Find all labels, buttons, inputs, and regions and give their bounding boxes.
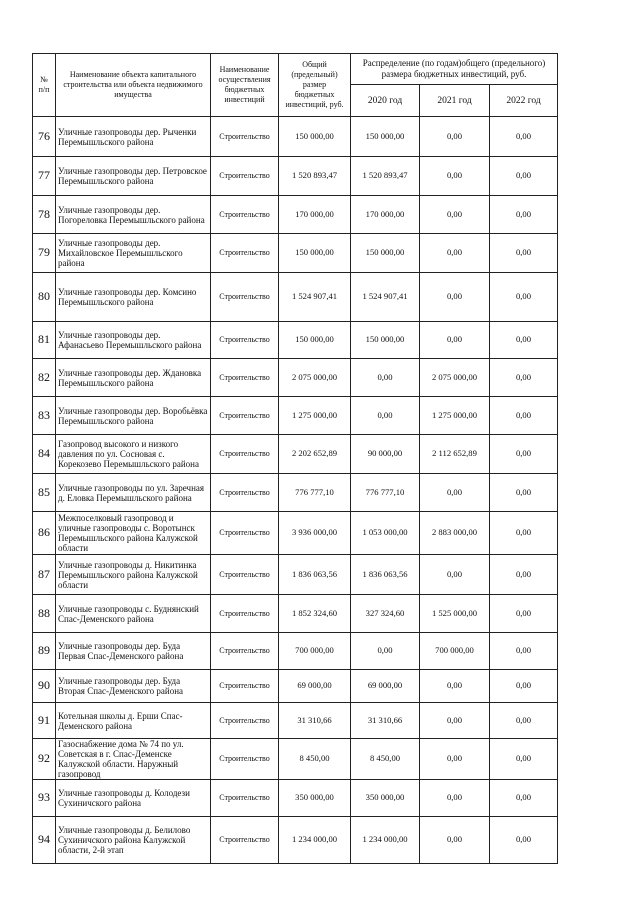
investment-type-cell: Строительство [211, 273, 279, 322]
amount-2021-cell: 2 112 652,89 [420, 435, 490, 474]
amount-2022-cell: 0,00 [490, 703, 558, 739]
row-number-cell: 82 [33, 359, 56, 397]
amount-2022-cell: 0,00 [490, 817, 558, 864]
amount-2021-cell: 0,00 [420, 817, 490, 864]
investment-table [32, 53, 558, 864]
table-row [33, 157, 558, 196]
table-row [33, 739, 558, 780]
row-number-cell: 87 [33, 555, 56, 595]
amount-2021-cell: 0,00 [420, 703, 490, 739]
row-number-cell: 86 [33, 512, 56, 555]
object-name-cell: Уличные газопроводы дер. Комсино Перемышльского района [56, 273, 211, 322]
table-row [33, 703, 558, 739]
row-number-cell: 88 [33, 595, 56, 633]
amount-2022-cell: 0,00 [490, 322, 558, 359]
header-year-2021: 2021 год [420, 85, 490, 117]
row-number-cell: 81 [33, 322, 56, 359]
investment-type-cell: Строительство [211, 322, 279, 359]
investment-type-cell: Строительство [211, 703, 279, 739]
row-number-cell: 76 [33, 117, 56, 157]
object-name-cell: Уличные газопроводы д. Никитинка Перемышльского района Калужской области [56, 555, 211, 595]
table-row [33, 555, 558, 595]
table-row [33, 474, 558, 512]
amount-2020-cell: 1 524 907,41 [351, 273, 420, 322]
object-name-cell: Уличные газопроводы дер. Погореловка Перемышльского района [56, 196, 211, 234]
table-row [33, 117, 558, 157]
total-amount-cell: 1 275 000,00 [279, 397, 351, 435]
table-row [33, 512, 558, 555]
amount-2022-cell: 0,00 [490, 633, 558, 670]
object-name-cell: Уличные газопроводы дер. Михайловское Перемышльского района [56, 234, 211, 273]
amount-2020-cell: 150 000,00 [351, 322, 420, 359]
amount-2022-cell: 0,00 [490, 474, 558, 512]
object-name-cell: Уличные газопроводы с. Буднянский Спас-Деменского района [56, 595, 211, 633]
table-row [33, 322, 558, 359]
amount-2020-cell: 0,00 [351, 397, 420, 435]
investment-type-cell: Строительство [211, 670, 279, 703]
table-row [33, 196, 558, 234]
amount-2021-cell: 1 275 000,00 [420, 397, 490, 435]
row-number-cell: 84 [33, 435, 56, 474]
total-amount-cell: 31 310,66 [279, 703, 351, 739]
amount-2022-cell: 0,00 [490, 555, 558, 595]
amount-2022-cell: 0,00 [490, 670, 558, 703]
object-name-cell: Уличные газопроводы д. Колодези Сухиничского района [56, 780, 211, 817]
total-amount-cell: 150 000,00 [279, 117, 351, 157]
amount-2020-cell: 8 450,00 [351, 739, 420, 780]
total-amount-cell: 170 000,00 [279, 196, 351, 234]
total-amount-cell: 1 524 907,41 [279, 273, 351, 322]
amount-2021-cell: 0,00 [420, 474, 490, 512]
amount-2022-cell: 0,00 [490, 512, 558, 555]
table-row [33, 234, 558, 273]
total-amount-cell: 69 000,00 [279, 670, 351, 703]
table-row [33, 435, 558, 474]
amount-2021-cell: 2 075 000,00 [420, 359, 490, 397]
row-number-cell: 85 [33, 474, 56, 512]
amount-2021-cell: 0,00 [420, 117, 490, 157]
total-amount-cell: 2 202 652,89 [279, 435, 351, 474]
amount-2020-cell: 69 000,00 [351, 670, 420, 703]
amount-2021-cell: 0,00 [420, 670, 490, 703]
total-amount-cell: 700 000,00 [279, 633, 351, 670]
investment-type-cell: Строительство [211, 739, 279, 780]
object-name-cell: Уличные газопроводы дер. Афанасьево Перемышльского района [56, 322, 211, 359]
table-row [33, 817, 558, 864]
investment-type-cell: Строительство [211, 595, 279, 633]
amount-2020-cell: 90 000,00 [351, 435, 420, 474]
row-number-cell: 93 [33, 780, 56, 817]
amount-2020-cell: 1 234 000,00 [351, 817, 420, 864]
amount-2021-cell: 0,00 [420, 157, 490, 196]
object-name-cell: Уличные газопроводы дер. Рыченки Перемышльского района [56, 117, 211, 157]
object-name-cell: Газопровод высокого и низкого давления по ул. Сосновая с. Корекозево Перемышльского района [56, 435, 211, 474]
amount-2020-cell: 327 324,60 [351, 595, 420, 633]
amount-2021-cell: 0,00 [420, 234, 490, 273]
row-number-cell: 80 [33, 273, 56, 322]
total-amount-cell: 1 234 000,00 [279, 817, 351, 864]
amount-2021-cell: 1 525 000,00 [420, 595, 490, 633]
total-amount-cell: 350 000,00 [279, 780, 351, 817]
row-number-cell: 77 [33, 157, 56, 196]
amount-2020-cell: 1 520 893,47 [351, 157, 420, 196]
amount-2020-cell: 31 310,66 [351, 703, 420, 739]
investment-type-cell: Строительство [211, 435, 279, 474]
row-number-cell: 78 [33, 196, 56, 234]
table-row [33, 780, 558, 817]
total-amount-cell: 776 777,10 [279, 474, 351, 512]
header-year-2020: 2020 год [351, 85, 420, 117]
total-amount-cell: 150 000,00 [279, 322, 351, 359]
investment-type-cell: Строительство [211, 633, 279, 670]
object-name-cell: Межпоселковый газопровод и уличные газопроводы с. Воротынск Перемышльского района Калужской области [56, 512, 211, 555]
amount-2022-cell: 0,00 [490, 397, 558, 435]
total-amount-cell: 1 520 893,47 [279, 157, 351, 196]
header-total-amount: Общий (предельный) размер бюджетных инвестиций, руб. [279, 54, 351, 117]
investment-type-cell: Строительство [211, 196, 279, 234]
amount-2020-cell: 150 000,00 [351, 117, 420, 157]
row-number-cell: 89 [33, 633, 56, 670]
investment-type-cell: Строительство [211, 234, 279, 273]
investment-type-cell: Строительство [211, 117, 279, 157]
table-row [33, 670, 558, 703]
table-row [33, 633, 558, 670]
header-distribution: Распределение (по годам)общего (предельного) размера бюджетных инвестиций, руб. [351, 54, 558, 85]
investment-type-cell: Строительство [211, 397, 279, 435]
investment-type-cell: Строительство [211, 474, 279, 512]
investment-type-cell: Строительство [211, 512, 279, 555]
header-year-2022: 2022 год [490, 85, 558, 117]
amount-2020-cell: 0,00 [351, 359, 420, 397]
header-object-name: Наименование объекта капитального строительства или объекта недвижимого имущества [56, 54, 211, 117]
amount-2020-cell: 170 000,00 [351, 196, 420, 234]
amount-2022-cell: 0,00 [490, 196, 558, 234]
investment-type-cell: Строительство [211, 780, 279, 817]
investment-type-cell: Строительство [211, 157, 279, 196]
amount-2021-cell: 0,00 [420, 555, 490, 595]
amount-2020-cell: 1 053 000,00 [351, 512, 420, 555]
table-row [33, 359, 558, 397]
amount-2021-cell: 0,00 [420, 273, 490, 322]
total-amount-cell: 1 836 063,56 [279, 555, 351, 595]
row-number-cell: 90 [33, 670, 56, 703]
amount-2020-cell: 776 777,10 [351, 474, 420, 512]
amount-2022-cell: 0,00 [490, 435, 558, 474]
amount-2022-cell: 0,00 [490, 359, 558, 397]
amount-2022-cell: 0,00 [490, 117, 558, 157]
amount-2022-cell: 0,00 [490, 780, 558, 817]
investment-type-cell: Строительство [211, 817, 279, 864]
table-row [33, 397, 558, 435]
table-row [33, 273, 558, 322]
investment-type-cell: Строительство [211, 359, 279, 397]
total-amount-cell: 150 000,00 [279, 234, 351, 273]
object-name-cell: Уличные газопроводы дер. Петровское Перемышльского района [56, 157, 211, 196]
amount-2021-cell: 0,00 [420, 196, 490, 234]
amount-2021-cell: 2 883 000,00 [420, 512, 490, 555]
amount-2021-cell: 0,00 [420, 322, 490, 359]
amount-2022-cell: 0,00 [490, 234, 558, 273]
object-name-cell: Уличные газопроводы дер. Ждановка Перемышльского района [56, 359, 211, 397]
row-number-cell: 83 [33, 397, 56, 435]
object-name-cell: Уличные газопроводы дер. Буда Вторая Спас-Деменского района [56, 670, 211, 703]
amount-2021-cell: 0,00 [420, 780, 490, 817]
object-name-cell: Уличные газопроводы по ул. Заречная д. Еловка Перемышльского района [56, 474, 211, 512]
investment-type-cell: Строительство [211, 555, 279, 595]
total-amount-cell: 3 936 000,00 [279, 512, 351, 555]
header-investment-type: Наименование осуществления бюджетных инвестиций [211, 54, 279, 117]
amount-2022-cell: 0,00 [490, 595, 558, 633]
row-number-cell: 94 [33, 817, 56, 864]
amount-2021-cell: 0,00 [420, 739, 490, 780]
object-name-cell: Газоснабжение дома № 74 по ул. Советская в г. Спас-Деменске Калужской области. Наружный газопровод [56, 739, 211, 780]
amount-2020-cell: 0,00 [351, 633, 420, 670]
row-number-cell: 92 [33, 739, 56, 780]
object-name-cell: Уличные газопроводы дер. Буда Первая Спас-Деменского района [56, 633, 211, 670]
amount-2022-cell: 0,00 [490, 157, 558, 196]
header-row-number: № п/п [33, 54, 56, 117]
amount-2020-cell: 150 000,00 [351, 234, 420, 273]
row-number-cell: 79 [33, 234, 56, 273]
amount-2022-cell: 0,00 [490, 739, 558, 780]
amount-2020-cell: 350 000,00 [351, 780, 420, 817]
object-name-cell: Уличные газопроводы д. Белилово Сухиничского района Калужской области, 2-й этап [56, 817, 211, 864]
total-amount-cell: 1 852 324,60 [279, 595, 351, 633]
object-name-cell: Котельная школы д. Ерши Спас-Деменского района [56, 703, 211, 739]
object-name-cell: Уличные газопроводы дер. Воробьёвка Перемышльского района [56, 397, 211, 435]
amount-2020-cell: 1 836 063,56 [351, 555, 420, 595]
amount-2021-cell: 700 000,00 [420, 633, 490, 670]
table-row [33, 595, 558, 633]
total-amount-cell: 2 075 000,00 [279, 359, 351, 397]
row-number-cell: 91 [33, 703, 56, 739]
amount-2022-cell: 0,00 [490, 273, 558, 322]
total-amount-cell: 8 450,00 [279, 739, 351, 780]
